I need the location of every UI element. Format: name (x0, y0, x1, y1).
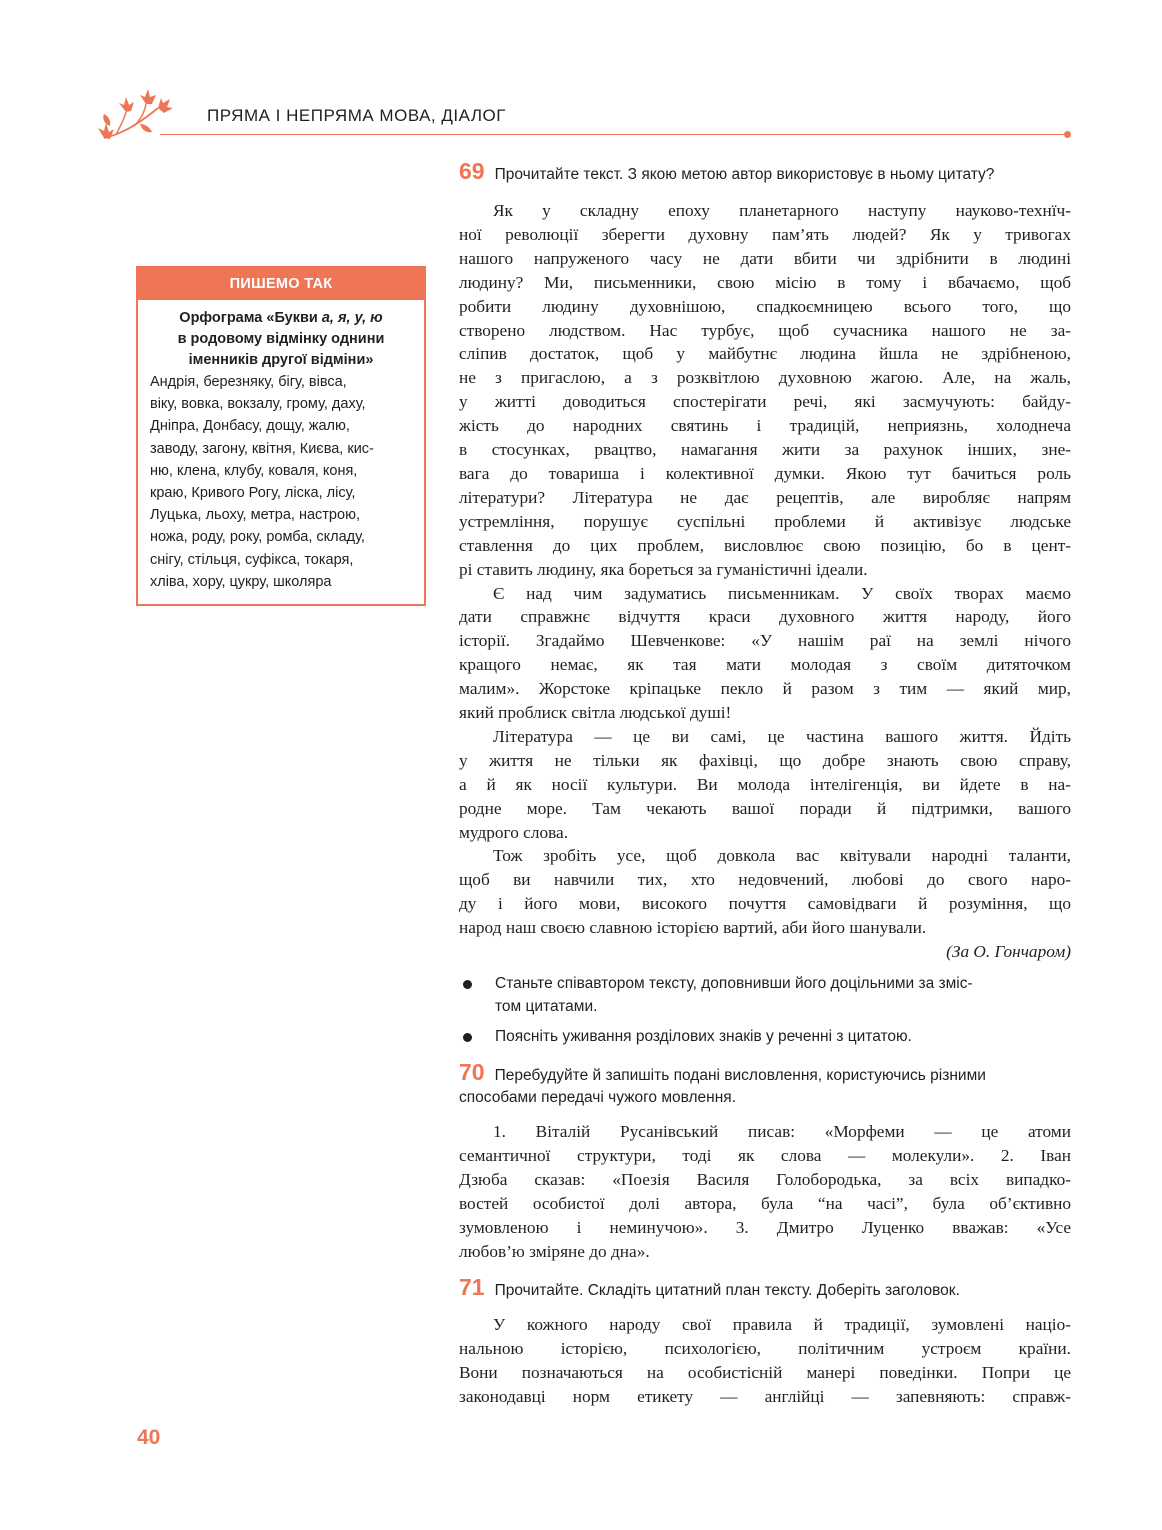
text-line: жість до народних святинь і традицій, неприязнь, холоднеча (459, 416, 1071, 436)
text-line: людину? Ми, письменники, свою місію в тому і вбачаємо, щоб (459, 272, 1071, 292)
example-line: хліва, хору, цукру, школяра (150, 573, 332, 590)
spelling-rule-title (144, 308, 418, 371)
flower-ornament-icon (96, 86, 176, 146)
bullet-icon (463, 980, 472, 989)
task-69 (459, 160, 1071, 1048)
text-line: в стосунках, рвацтво, намагання жити за рахунок інших, зне- (459, 440, 1071, 460)
text-line: народ наш своєю славною історією вартий, аби його шанували. (459, 918, 927, 938)
paragraph (459, 725, 1071, 845)
text-line: сліпив достаток, щоб у майбутнє людина йшла не здрібненою, (459, 344, 1071, 364)
text-line: ду і його мови, високого почуття самовідваги й розуміння, що (459, 894, 1071, 914)
task-71-instruction: 71 Прочитайте. Складіть цитатний план тексту. Доберіть заголовок. (459, 1274, 960, 1300)
spelling-rule-title-line: в родовому відмінку однини (177, 331, 385, 347)
text-line: Є над чим задуматись письменникам. У своїх творах маємо (493, 583, 1071, 603)
spelling-rule-box (136, 266, 426, 606)
text-line: Як у складну епоху планетарного наступу науково-технїч- (493, 201, 1071, 220)
spelling-rule-heading: ПИШЕМО ТАК (138, 268, 424, 300)
text-line: Дзюба сказав: «Поезія Василя Голобородька, за всіх випадко- (459, 1169, 1071, 1189)
text-line: законодавці норм етикету — англійці — запевняють: справж- (459, 1386, 1071, 1406)
text-line: Література — це ви самі, це частина вашого життя. Йдіть (493, 726, 1071, 746)
text-line: нальною історією, психологією, політичним устроєм країни. (459, 1338, 1071, 1358)
attribution-author: За О. Гончаром (951, 942, 1066, 962)
text-line: малим». Жорстоке кріпацьке пекло й разом з тим — який мир, (459, 679, 1071, 699)
example-line: снігу, стільця, суфікса, токаря, (150, 551, 354, 568)
bullet-icon (463, 1033, 472, 1042)
example-line: Луцька, льоху, метра, настрою, (150, 507, 360, 524)
paragraph (459, 199, 1071, 582)
example-line: Андрія, березняку, бігу, вівса, (150, 374, 347, 390)
text-line: устремління, порушує суспільні проблеми й активізує людське (459, 511, 1071, 531)
text-line: який проблиск світла людської душі! (459, 703, 732, 723)
example-line: Дніпра, Донбасу, дощу, жалю, (150, 418, 350, 435)
task-69-bullets (459, 972, 1071, 1048)
text-line: Вони позначаються на особистісній манері поведінки. Попри це (459, 1362, 1071, 1382)
text-line: робити людину духовнішою, спадкоємницею всього того, що (459, 296, 1071, 316)
example-line: ножа, роду, року, ромба, складу, (150, 529, 365, 546)
text-line: любов’ю зміряне до дна». (459, 1241, 650, 1261)
spelling-rule-title-line: Орфограма «Букви а, я, у, ю (179, 310, 383, 326)
header-divider (160, 134, 1066, 135)
text-line: історії. Згадаймо Шевченкове: «У нашім раї на землі нічого (459, 631, 1071, 651)
task-71-text (459, 1313, 1071, 1409)
text-line: щоб ви навчили тих, хто недовчений, любові до свого наро- (459, 870, 1071, 890)
task-70-text (459, 1120, 1071, 1263)
text-line: мудрого слова. (459, 822, 569, 842)
paragraph (459, 844, 1071, 940)
text-line: створено людством. Нас турбує, щоб сучасника нашого не за- (459, 320, 1071, 340)
task-number: 70 (459, 1059, 485, 1085)
text-line: ної революції зберегти духовну пам’ять людей? Як у тривогах (459, 224, 1071, 244)
text-line: а й як носії культури. Ви молода інтелігенція, ви йдете в на- (459, 774, 1071, 794)
text-line: востей особистої долі автора, була “на часі”, була об’єктивно (459, 1193, 1071, 1213)
text-line: Тож зробіть усе, щоб довкола вас квітували народні таланти, (493, 846, 1071, 866)
text-line: літератури? Література не дає рецептів, але виробляє напрям (459, 487, 1071, 507)
text-line: У кожного народу свої правила й традиції, зумовлені націо- (493, 1315, 1071, 1334)
text-line: семантичної структури, тоді як слова — молекули». 2. Іван (459, 1145, 1071, 1165)
text-line: родне море. Там чекають вашої поради й підтримки, вашого (459, 798, 1071, 818)
example-line: заводу, загону, квітня, Києва, кис- (150, 440, 374, 457)
task-number: 69 (459, 158, 485, 184)
text-line: ставлення до цих проблем, висловлює свою позицію, бо в цент- (459, 535, 1071, 555)
text-line: рі ставить людину, яка бореться за гуманістичні ідеали. (459, 559, 868, 579)
spelling-rule-examples (150, 371, 418, 593)
header-divider-dot (1064, 131, 1071, 138)
example-line: краю, Кривого Рогу, ліска, лісу, (150, 485, 356, 502)
spelling-rule-title-line: іменників другої відміни» (188, 352, 374, 368)
example-line: віку, вовка, вокзалу, грому, даху, (150, 396, 366, 413)
task-69-instruction: 69 Прочитайте текст. З якою метою автор використовує в ньому цитату? (459, 158, 995, 184)
task-70-instruction: 70 Перебудуйте й запишіть подані висловлення, користуючись різними (459, 1059, 986, 1085)
paragraph (459, 582, 1071, 725)
page-number: 40 (137, 1426, 161, 1449)
task-70-instruction-line: способами передачі чужого мовлення. (459, 1089, 737, 1106)
text-line: у житті доводиться спостерігати речі, які засмучують: байду- (459, 392, 1071, 412)
text-line: кращого немає, як тая мати молодая з своїм дитяточком (459, 655, 1071, 675)
text-line: 1. Віталій Русанівський писав: «Морфеми — це атоми (493, 1122, 1071, 1141)
text-line: вага до товариша і колективної думки. Якою тут бачиться роль (459, 463, 1071, 483)
task-70 (459, 1061, 1071, 1263)
task-71 (459, 1276, 1071, 1409)
task-69-text (459, 199, 1071, 940)
task-number: 71 (459, 1274, 485, 1300)
attribution: (За О. Гончаром) (946, 942, 1071, 962)
text-line: дати справжнє відчуття краси духовного життя народу, його (459, 607, 1071, 627)
text-line: у життя не тільки як фахівці, що добре знають свою справу, (459, 750, 1071, 770)
running-header: ПРЯМА І НЕПРЯМА МОВА, ДІАЛОГ (207, 106, 506, 125)
text-line: нашого напруженого часу не дати вбити чи здрібнити в людині (459, 248, 1071, 268)
text-line: не з пригаслою, а з розквітлою духовною жагою. Але, на жаль, (459, 368, 1071, 388)
bullet-item: Станьте співавтором тексту, доповнивши його доцільними за зміс- том цитатами. (459, 972, 1071, 1018)
example-line: ню, клена, клубу, коваля, коня, (150, 462, 358, 479)
text-line: зумовленою і неминучою». 3. Дмитро Луценко вважав: «Усе (459, 1217, 1071, 1237)
bullet-item: Поясніть уживання розділових знаків у реченні з цитатою. (459, 1025, 1071, 1048)
